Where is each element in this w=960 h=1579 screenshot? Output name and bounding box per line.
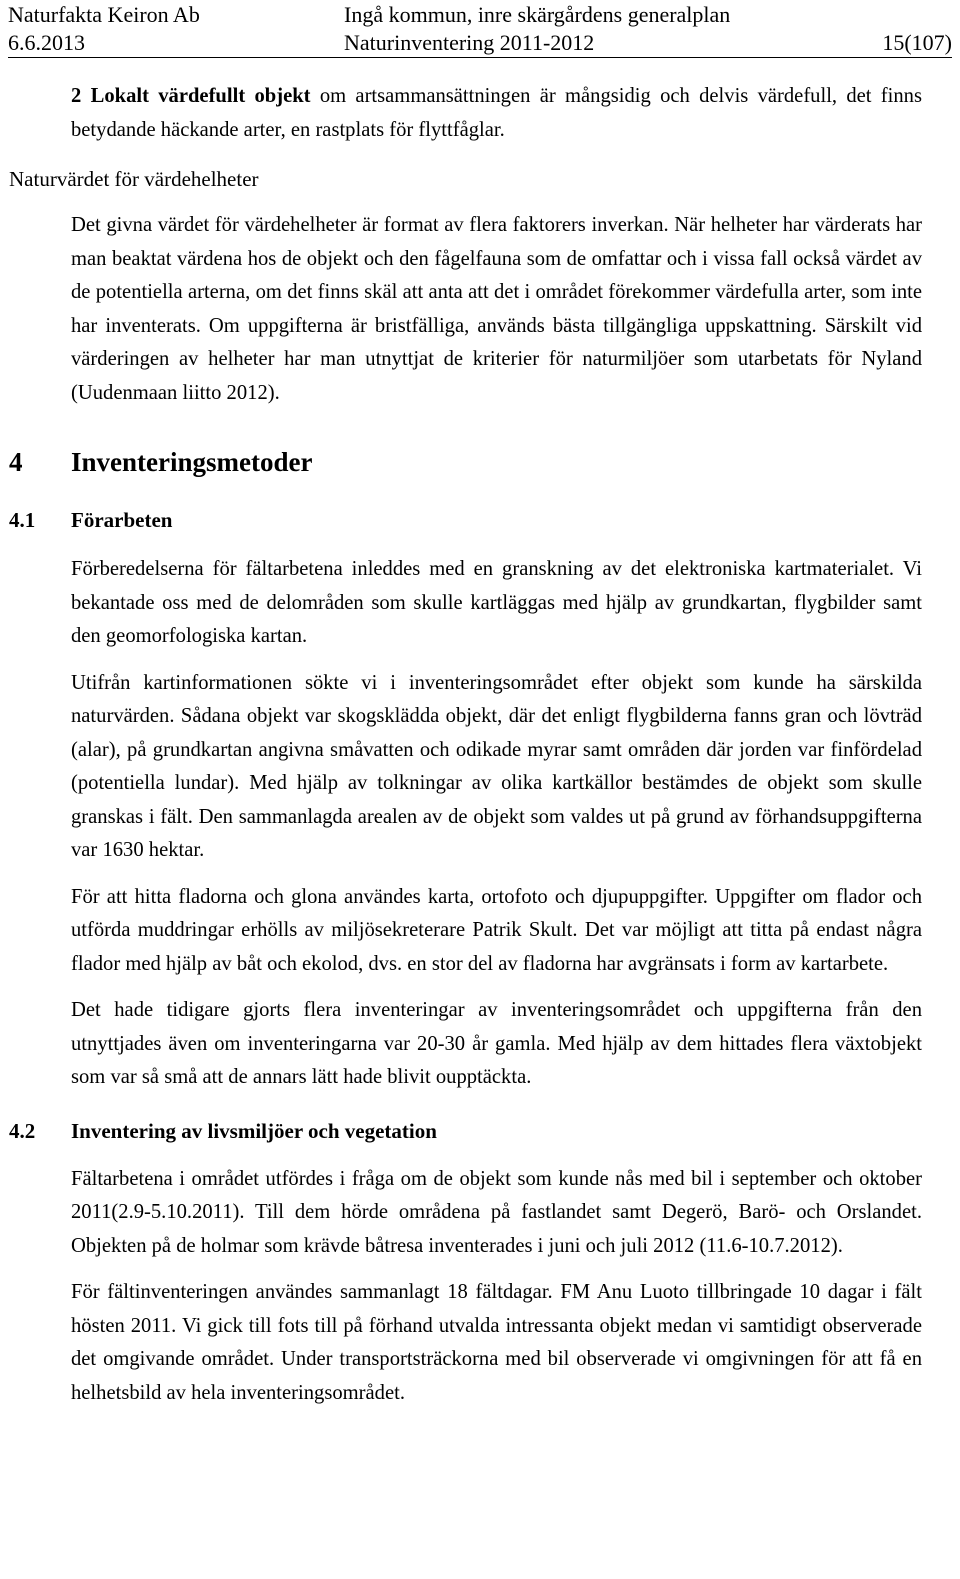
intro-paragraph (71, 80, 922, 147)
header-rule (8, 57, 952, 58)
section-4-title: Inventeringsmetoder (71, 447, 313, 477)
section-4-2-title: Inventering av livsmiljöer och vegetation (71, 1118, 437, 1143)
header-company: Naturfakta Keiron Ab (8, 2, 200, 27)
page-header (8, 0, 952, 62)
header-title: Ingå kommun, inre skärgårdens generalplan (344, 2, 731, 27)
section-4-1-number: 4.1 (9, 508, 36, 532)
section-4-1-paragraph-2: Utifrån kartinformationen sökte vi i inventeringsområdet efter objekt som kunde ha särskilda naturvärden. Sådana objekt var skogsklädda objekt, där det enligt flygbilderna fanns gran och lövträd (alar), på grundkartan angivna småvatten och odikade myrar samt områden där jorden var finfördelad (potentiella lundar). Med hjälp av tolkningar av olika kartkällor bestämdes de objekt som skulle granskas i fält. Den sammanlagda arealen av de objekt som valdes ut på grund av förhandsuppgifterna var 1630 hektar. (71, 671, 922, 861)
value-heading: Naturvärdet för värdehelheter (9, 167, 259, 191)
section-4-2-number: 4.2 (9, 1118, 36, 1143)
section-4-1-paragraph-4: Det hade tidigare gjorts flera inventeringar av inventeringsområdet och uppgifterna från den utnyttjades även om inventeringarna var 20-30 år gamla. Med hjälp av dem hittades flera växtobjekt som var så små att de annars lätt hade blivit oupptäckta. (71, 999, 922, 1088)
section-4-2-paragraph-1: Fältarbetena i området utfördes i fråga om de objekt som kunde nås med bil i september och oktober 2011(2.9-5.10.2011). Till dem hörde områdena på fastlandet samt Degerö, Barö- och Orslandet. Objekten på de holmar som krävde båtresa inventerades i juni och juli 2012 (11.6-10.7.2012). (71, 1167, 922, 1257)
section-4-2-paragraph-2: För fältinventeringen användes sammanlagt 18 fältdagar. FM Anu Luoto tillbringade 10 dagar i fält hösten 2011. Vi gick till fots till på förhand utvalda intressanta objekt medan vi samtidigt observerade det omgivande området. Under transportsträckorna med bil observerade vi omgivningen för att få en helhetsbild av hela inventeringsområdet. (71, 1281, 922, 1404)
intro-text: om artsammansättningen är mångsidig och delvis värdefull, det finns betydande häckande arter, en rastplats för flyttfåglar. (71, 85, 922, 141)
header-date: 6.6.2013 (8, 30, 85, 55)
section-4-number: 4 (9, 447, 23, 477)
header-subtitle: Naturinventering 2011-2012 (344, 30, 595, 55)
section-4-1-heading (0, 502, 960, 538)
document-body (0, 80, 960, 1410)
header-page-number: 15(107) (882, 30, 952, 55)
intro-bold-label: 2 Lokalt värdefullt objekt (71, 85, 311, 107)
section-4-2-heading (0, 1113, 960, 1149)
section-4-1-title: Förarbeten (71, 508, 173, 532)
section-4-1-paragraph-3: För att hitta fladorna och glona användes karta, ortofoto och djupuppgifter. Uppgifter om flador och utförda muddringar erhölls av miljösekreterare Patrik Skult. Det var möjligt att titta på endast några flador med hjälp av båt och ekolod, dvs. en stor del av fladorna har avgränsats i form av kartarbete. (71, 885, 922, 975)
section-4-1-paragraph-1: Förberedelserna för fältarbetena inleddes med en granskning av det elektroniska kartmaterialet. Vi bekantade oss med de delområden som skulle kartläggas med hjälp av grundkartan, flygbilder samt den geomorfologiska kartan. (71, 558, 922, 647)
value-paragraph: Det givna värdet för värdehelheter är format av flera faktorers inverkan. När helheter har värderats har man beaktat värdena hos de objekt och den fågelfauna som de omfattar och i vissa fall också värdet av de potentiella arterna, om det finns skäl att anta att det i området förekommer värdefulla arter, som inte har inventerats. Om uppgifterna är bristfälliga, används bästa tillgängliga uppskattning. Särskilt vid värderingen av helheter har man utnyttjat de kriterier för naturmiljöer som utarbetats för Nyland (Uudenmaan liitto 2012). (71, 214, 922, 404)
section-4-heading (0, 440, 960, 484)
